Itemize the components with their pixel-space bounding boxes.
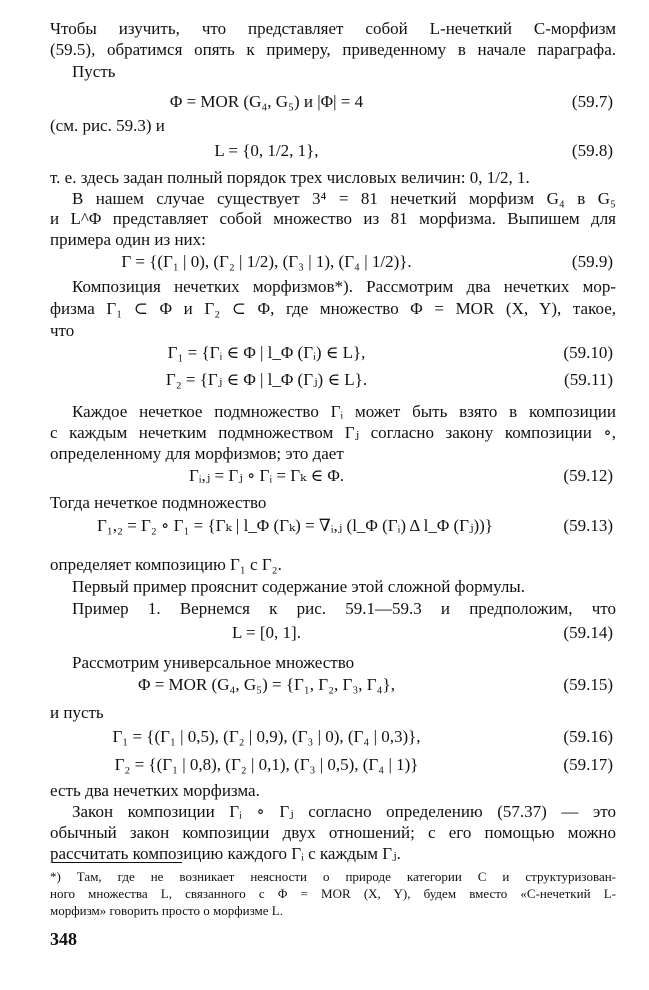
text-line: В нашем случае существует 3⁴ = 81 нечеткий морфизм G₄ в G₅ <box>72 189 616 208</box>
equation-number: (59.16) <box>563 727 613 746</box>
equation-number: (59.8) <box>571 141 613 160</box>
text-line: (59.5), обратимся опять к примеру, приведенному в начале параграфа. <box>50 40 616 59</box>
text-line: Закон композиции Γᵢ ∘ Γⱼ согласно определению (57.37) — это <box>72 802 616 821</box>
equation-number: (59.11) <box>564 370 613 389</box>
equation: Γ₂ = {(Γ₁ | 0,8), (Γ₂ | 0,1), (Γ₃ | 0,5), (Γ₄ | 1)} <box>114 755 419 774</box>
text-line: (см. рис. 59.3) и <box>50 116 165 135</box>
equation: Γ = {(Γ₁ | 0), (Γ₂ | 1/2), (Γ₃ | 1), (Γ₄ | 1/2)}. <box>121 252 412 271</box>
text-line: с каждым нечетким подмножеством Γⱼ согласно закону композиции ∘, <box>50 423 616 442</box>
equation: Φ = MOR (G₄, G₅) и |Φ| = 4 <box>169 92 364 111</box>
equation-number: (59.7) <box>571 92 613 111</box>
text-line: Чтобы изучить, что представляет собой L-нечеткий С-морфизм <box>50 19 616 38</box>
equation-number: (59.13) <box>563 516 613 535</box>
equation: Γ₁ = {(Γ₁ | 0,5), (Γ₂ | 0,9), (Γ₃ | 0), (Γ₄ | 0,3)}, <box>112 727 421 746</box>
text-line: что <box>50 321 75 340</box>
text-line: Тогда нечеткое подмножество <box>50 493 267 512</box>
text-line: обычный закон композиции двух отношений; с его помощью можно <box>50 823 616 842</box>
text-line: Рассмотрим универсальное множество <box>72 653 355 672</box>
equation: Φ = MOR (G₄, G₅) = {Γ₁, Γ₂, Γ₃, Γ₄}, <box>138 675 395 694</box>
equation-number: (59.12) <box>563 466 613 485</box>
text-line: т. е. здесь задан полный порядок трех числовых величин: 0, 1/2, 1. <box>50 168 530 187</box>
equation: L = [0, 1]. <box>232 623 301 642</box>
equation-number: (59.15) <box>563 675 613 694</box>
text-line: определяет композицию Γ₁ с Γ₂. <box>50 555 282 574</box>
text-line: Первый пример прояснит содержание этой сложной формулы. <box>72 577 525 596</box>
text-line: Каждое нечеткое подмножество Γᵢ может быть взято в композиции <box>72 402 616 421</box>
equation: L = {0, 1/2, 1}, <box>214 141 319 160</box>
equation-number: (59.9) <box>571 252 613 271</box>
text-line: физма Γ₁ ⊂ Φ и Γ₂ ⊂ Φ, где множество Φ = MOR (X, Y), такое, <box>50 299 616 318</box>
text-line: примера один из них: <box>50 230 206 249</box>
text-line: и пусть <box>50 703 104 722</box>
equation: Γᵢ,ⱼ = Γⱼ ∘ Γᵢ = Γₖ ∈ Φ. <box>188 466 345 485</box>
equation-number: (59.10) <box>563 343 613 362</box>
equation-number: (59.17) <box>563 755 613 774</box>
footnote-line: морфизм» говорить просто о морфизме L. <box>50 903 283 918</box>
text-line: определенному для морфизмов; это дает <box>50 444 344 463</box>
footnote-line: ного множества L, связанного с Φ = MOR (X, Y), будем вместо «С-нечеткий L- <box>50 886 616 901</box>
footnote-rule <box>52 862 182 863</box>
text-line: Пусть <box>72 62 116 81</box>
equation: Γ₁ = {Γᵢ ∈ Φ | l_Φ (Γᵢ) ∈ L}, <box>167 343 366 362</box>
equation: Γ₁,₂ = Γ₂ ∘ Γ₁ = {Γₖ | l_Φ (Γₖ) = ∇ᵢ,ⱼ (l_Φ (Γᵢ) Δ l_Φ (Γⱼ))} <box>97 516 493 535</box>
equation-number: (59.14) <box>563 623 613 642</box>
text-line: и L^Φ представляет собой множество из 81 морфизма. Выпишем для <box>50 209 616 228</box>
text-line: Пример 1. Вернемся к рис. 59.1—59.3 и предположим, что <box>72 599 616 618</box>
text-line: есть два нечетких морфизма. <box>50 781 260 800</box>
section-heading-line: Композиция нечетких морфизмов*). Рассмотрим два нечетких мор- <box>72 277 616 296</box>
footnote-line: *) Там, где не возникает неясности о природе категории С и структуризован- <box>50 869 616 884</box>
page-number: 348 <box>50 929 77 949</box>
equation: Γ₂ = {Γⱼ ∈ Φ | l_Φ (Γⱼ) ∈ L}. <box>165 370 368 389</box>
text-line: рассчитать композицию каждого Γᵢ с каждым Γⱼ. <box>50 844 401 863</box>
